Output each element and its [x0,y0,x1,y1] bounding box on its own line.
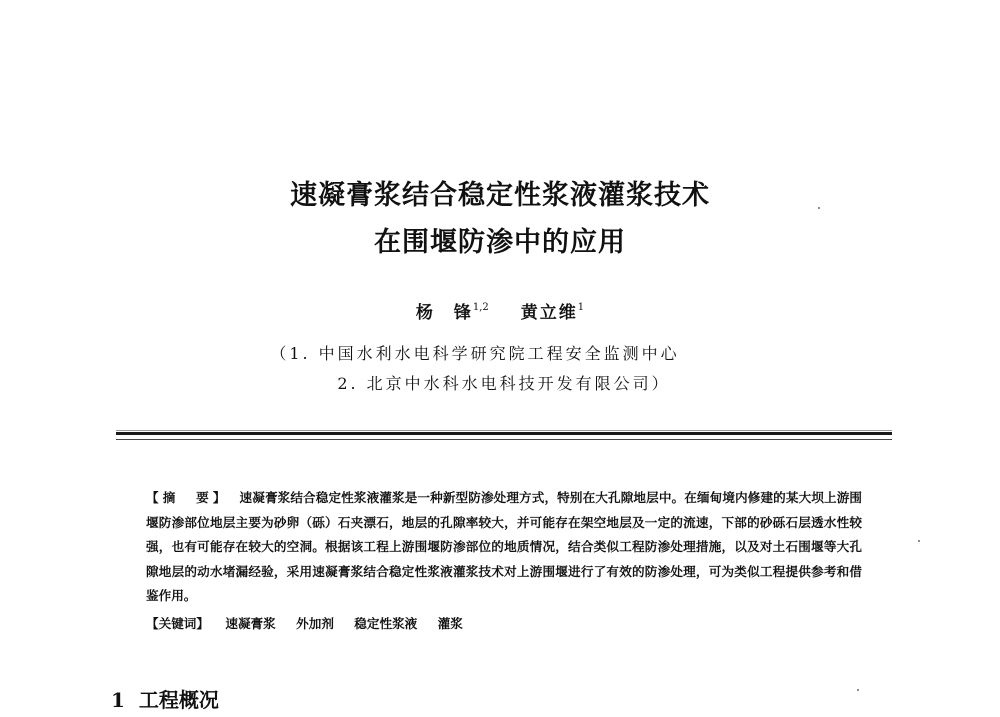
scan-speck [818,207,820,209]
author-list [0,298,1000,323]
author-affiliation-mark: 1 [577,302,585,313]
keywords-label: 【关键词】 [146,616,209,631]
header-rule-thin [116,439,892,440]
section-heading [111,684,219,713]
header-rule-thick [116,432,892,435]
abstract-text: 速凝膏浆结合稳定性浆液灌浆是一种新型防渗处理方式，特别在大孔隙地层中。在缅甸境内修建的某大坝上游围堰防渗部位地层主要为砂卵（砾）石夹漂石，地层的孔隙率较大，并可能存在架空地层及一定的流速，下部的砂砾石层透水性较强，也有可能存在较大的空洞。根据该工程上游围堰防渗部位的地质情况，结合类似工程防渗处理措施，以及对土石围堰等大孔隙地层的动水堵漏经验，采用速凝膏浆结合稳定性浆液灌浆技术对上游围堰进行了有效的防渗处理，可为类似工程提供参考和借鉴作用。 [146,490,863,604]
author-1 [416,303,489,323]
affiliation-2: 2. 北京中水科水电科技开发有限公司） [337,374,671,393]
author-name: 黄立维 [520,303,578,323]
author-2 [521,303,584,323]
abstract [146,486,862,609]
section-title: 工程概况 [138,688,219,712]
keyword: 灌浆 [437,616,463,631]
header-rule-hairline [116,430,892,431]
paper-title-line-1: 速凝膏浆结合稳定性浆液灌浆技术 [290,180,710,211]
keyword: 速凝膏浆 [225,616,276,631]
keyword: 稳定性浆液 [354,616,418,631]
author-name: 杨 锋 [415,303,473,323]
keyword: 外加剂 [296,616,334,631]
author-affiliation-mark: 1,2 [472,302,489,313]
affiliation-1: （1. 中国水利水电科学研究院工程安全监测中心 [270,344,680,363]
abstract-label: 【摘 要】 [146,490,230,505]
scan-speck [918,540,920,542]
keywords [146,613,862,632]
section-number: 1 [111,688,125,712]
scan-speck [857,689,859,691]
paper-title-line-2: 在围堰防渗中的应用 [374,227,626,258]
